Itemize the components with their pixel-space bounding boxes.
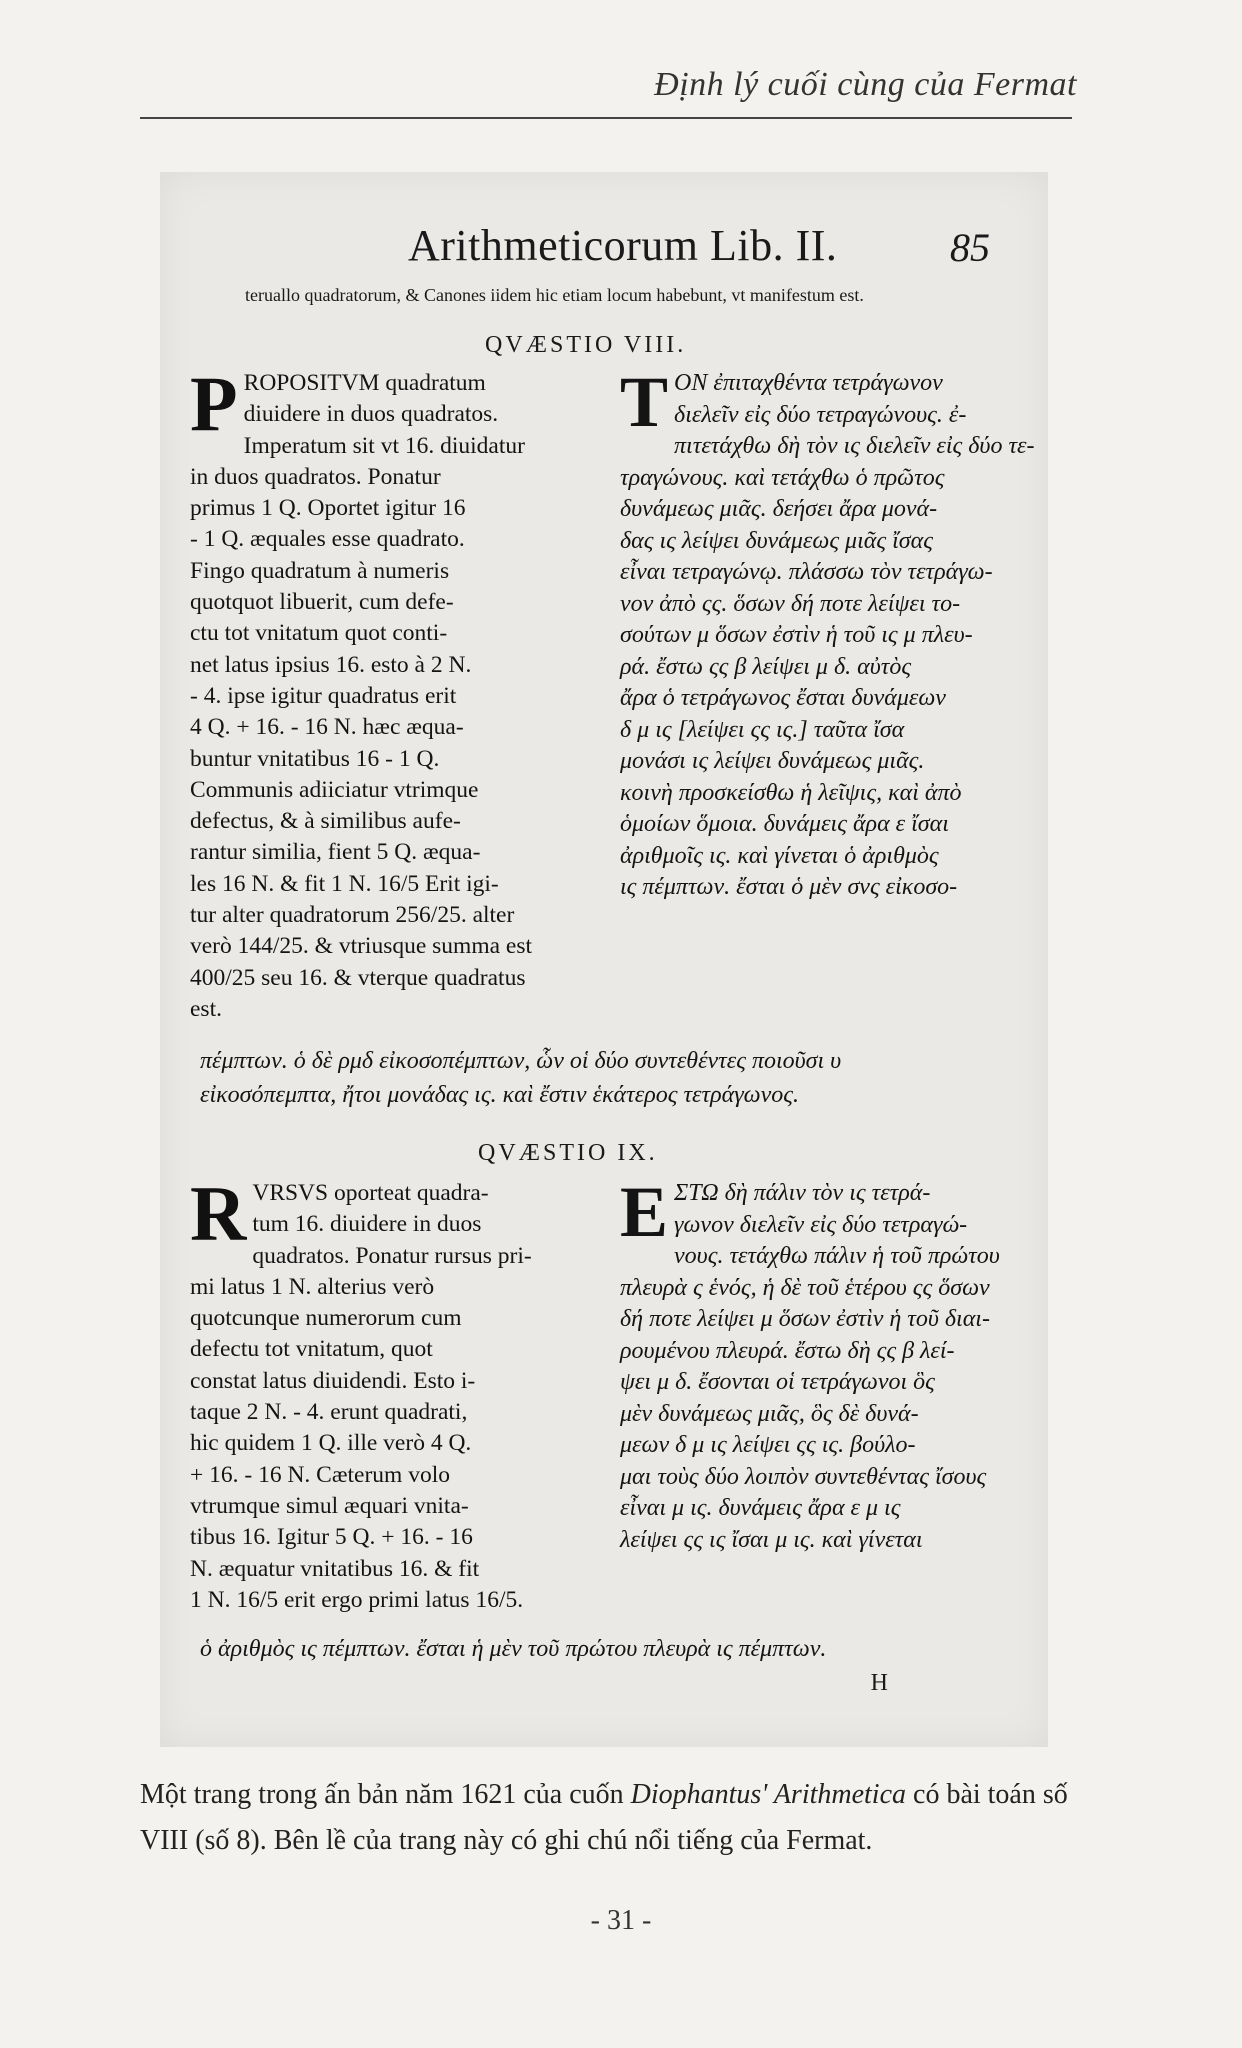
text-line: διελεῖν εἰς δύο τετραγώνους. ἐ- (674, 401, 967, 428)
text-line: γωνον διελεῖν εἰς δύο τετραγώ- (674, 1211, 968, 1238)
text-line: primus 1 Q. Oportet igitur 16 (190, 495, 466, 522)
text-line: δυνάμεως μιᾶς. δεήσει ἄρα μονά- (620, 496, 938, 522)
text-line: + 16. - 16 N. Cæterum volo (190, 1461, 450, 1488)
text-line: N. æquatur vnitatibus 16. & fit (190, 1555, 480, 1582)
text-line: ρά. ἔστω ςς β λείψει μ δ. αὐτὸς (620, 653, 912, 680)
text-line: Communis adiiciatur vtrimque (190, 776, 479, 803)
text-line: πιτετάχθω δὴ τὸν ις διελεῖν εἰς δύο τε- (674, 433, 1035, 459)
text-line: tibus 16. Igitur 5 Q. + 16. - 16 (190, 1524, 473, 1551)
text-line: net latus ipsius 16. esto à 2 N. (190, 651, 472, 678)
text-line: defectu tot vnitatum, quot (190, 1336, 433, 1363)
text-line: diuidere in duos quadratos. (243, 401, 499, 428)
question-8-latin-dropcap: P (190, 360, 238, 447)
text-line: taque 2 N. - 4. erunt quadrati, (190, 1399, 468, 1426)
text-line: tur alter quadratorum 256/25. alter (190, 902, 515, 929)
text-line: - 1 Q. æquales esse quadrato. (190, 526, 465, 553)
text-line: rantur similia, fient 5 Q. æqua- (190, 839, 481, 866)
question-9-latin-dropcap: R (190, 1170, 247, 1257)
facsimile-intro: teruallo quadratorum, & Canones iidem hic etiam locum habebunt, vt manifestum est. (245, 285, 864, 305)
question-9-greek-continuation (200, 1632, 826, 1666)
text-line: πλευρὰ ς ἑνός, ἡ δὲ τοῦ ἑτέρου ςς ὅσων (620, 1274, 990, 1301)
figure-caption (140, 1772, 1100, 1864)
caption-text-part-1: Một trang trong ấn bản năm 1621 của cuốn (140, 1779, 631, 1810)
text-line: - 4. ipse igitur quadratus erit (190, 682, 457, 709)
facsimile-page-number: 85 (950, 225, 990, 270)
question-8-greek-continuation (200, 1044, 841, 1112)
text-line: est. (190, 995, 222, 1022)
text-line: buntur vnitatibus 16 - 1 Q. (190, 745, 440, 772)
text-line: quadratos. Ponatur rursus pri- (252, 1242, 532, 1269)
text-line: λείψει ςς ις ἴσαι μ ις. καὶ γίνεται (620, 1526, 923, 1553)
text-line: δας ις λείψει δυνάμεως μιᾶς ἴσας (620, 527, 933, 554)
text-line: τραγώνους. καὶ τετάχθω ὁ πρῶτος (620, 464, 945, 491)
text-line: μεων δ μ ις λείψει ςς ις. βούλο- (620, 1432, 916, 1458)
text-line: tum 16. diuidere in duos (252, 1211, 482, 1238)
question-8-greek-dropcap: T (620, 362, 669, 442)
text-line: εἶναι τετραγώνῳ. πλάσσω τὸν τετράγω- (620, 559, 993, 585)
text-line: ὁ ἀριθμὸς ις πέμπτων. ἔσται ἡ μὲν τοῦ πρώτου πλευρὰ ις πέμπτων. (200, 1636, 827, 1662)
text-line: ΣΤΩ δὴ πάλιν τὸν ις τετρά- (674, 1180, 931, 1206)
text-line: quotcunque numerorum cum (190, 1305, 462, 1332)
question-9-latin-text (190, 1170, 600, 1616)
text-line: δ μ ις [λείψει ςς ις.] ταῦτα ἴσα (620, 716, 905, 743)
text-line: vtrumque simul æquari vnita- (190, 1492, 469, 1519)
text-line: εἶναι μ ις. δυνάμεις ἄρα ε μ ις (620, 1495, 901, 1521)
question-8-greek-text (620, 362, 1040, 904)
text-line: constat latus diuidendi. Esto i- (190, 1367, 476, 1394)
signature-mark: H (870, 1670, 888, 1696)
text-line: 1 N. 16/5 erit ergo primi latus 16/5. (190, 1586, 524, 1613)
text-line: ις πέμπτων. ἔσται ὁ μὲν σνς εἰκοσο- (620, 874, 958, 900)
text-line: εἰκοσόπεμπτα, ἤτοι μονάδας ις. καὶ ἔστιν ἑκάτερος τετράγωνος. (200, 1082, 799, 1108)
text-line: mi latus 1 N. alterius verò (190, 1273, 435, 1300)
text-line: σούτων μ ὅσων ἐστὶν ἡ τοῦ ις μ πλευ- (620, 622, 973, 648)
text-line: μαι τοὺς δύο λοιπὸν συντεθέντας ἴσους (620, 1463, 987, 1490)
text-line: ON ἐπιταχθέντα τετράγωνον (674, 370, 943, 396)
facsimile-page-image (160, 172, 1048, 1747)
text-line: νον ἀπὸ ςς. ὅσων δή ποτε λείψει το- (620, 590, 961, 617)
text-line: 4 Q. + 16. - 16 N. hæc æqua- (190, 714, 464, 741)
question-9-greek-dropcap: E (620, 1172, 669, 1252)
text-line: νους. τετάχθω πάλιν ἡ τοῦ πρώτου (674, 1243, 1000, 1269)
text-line: πέμπτων. ὁ δὲ ρμδ εἰκοσοπέμπτων, ὧν οἱ δύο συντεθέντες ποιοῦσι υ (200, 1048, 842, 1074)
text-line: defectus, & à similibus aufe- (190, 808, 461, 835)
text-line: in duos quadratos. Ponatur (190, 463, 441, 490)
text-line: verò 144/25. & vtriusque summa est (190, 933, 533, 960)
caption-text-part-2: có bài toán số VIII (số 8). Bên lề của trang này có ghi chú nổi tiếng của Fermat. (140, 1779, 1068, 1856)
caption-book-title: Diophantus' Arithmetica (630, 1779, 907, 1810)
text-line: ψει μ δ. ἔσονται οἱ τετράγωνοι ὃς (620, 1369, 935, 1395)
text-line: δή ποτε λείψει μ ὅσων ἐστὶν ἡ τοῦ διαι- (620, 1306, 990, 1332)
text-line: ρουμένου πλευρά. ἔστω δὴ ςς β λεί- (620, 1337, 955, 1364)
text-line: ROPOSITVM quadratum (243, 370, 486, 396)
question-9-title: QVÆSTIO IX. (478, 1140, 658, 1166)
page-folio: - 31 - (590, 1905, 652, 1936)
text-line: Fingo quadratum à numeris (190, 557, 450, 584)
text-line: ἀριθμοῖς ις. καὶ γίνεται ὁ ἀριθμὸς (620, 842, 939, 869)
text-line: hic quidem 1 Q. ille verò 4 Q. (190, 1430, 472, 1457)
question-8-title: QVÆSTIO VIII. (485, 332, 687, 358)
text-line: ἄρα ὁ τετράγωνος ἔσται δυνάμεων (620, 685, 946, 711)
facsimile-title: Arithmeticorum Lib. II. (408, 221, 838, 270)
question-8-latin-text (190, 360, 600, 1025)
text-line: 400/25 seu 16. & vterque quadratus (190, 964, 526, 991)
text-line: ctu tot vnitatum quot conti- (190, 620, 448, 647)
text-line: κοινὴ προσκείσθω ἡ λεῖψις, καὶ ἀπὸ (620, 779, 962, 806)
text-line: ὁμοίων ὅμοια. δυνάμεις ἄρα ε ἴσαι (620, 811, 949, 837)
running-header-title: Định lý cuối cùng của Fermat (654, 66, 1077, 103)
text-line: Imperatum sit vt 16. diuidatur (243, 432, 525, 459)
text-line: μονάσι ις λείψει δυνάμεως μιᾶς. (620, 748, 925, 774)
question-9-greek-text (620, 1172, 1040, 1556)
text-line: les 16 N. & fit 1 N. 16/5 Erit igi- (190, 870, 499, 897)
text-line: quotquot libuerit, cum defe- (190, 589, 454, 616)
text-line: VRSVS oporteat quadra- (252, 1180, 489, 1206)
header-rule (140, 117, 1072, 119)
text-line: μὲν δυνάμεως μιᾶς, ὃς δὲ δυνά- (620, 1400, 919, 1427)
